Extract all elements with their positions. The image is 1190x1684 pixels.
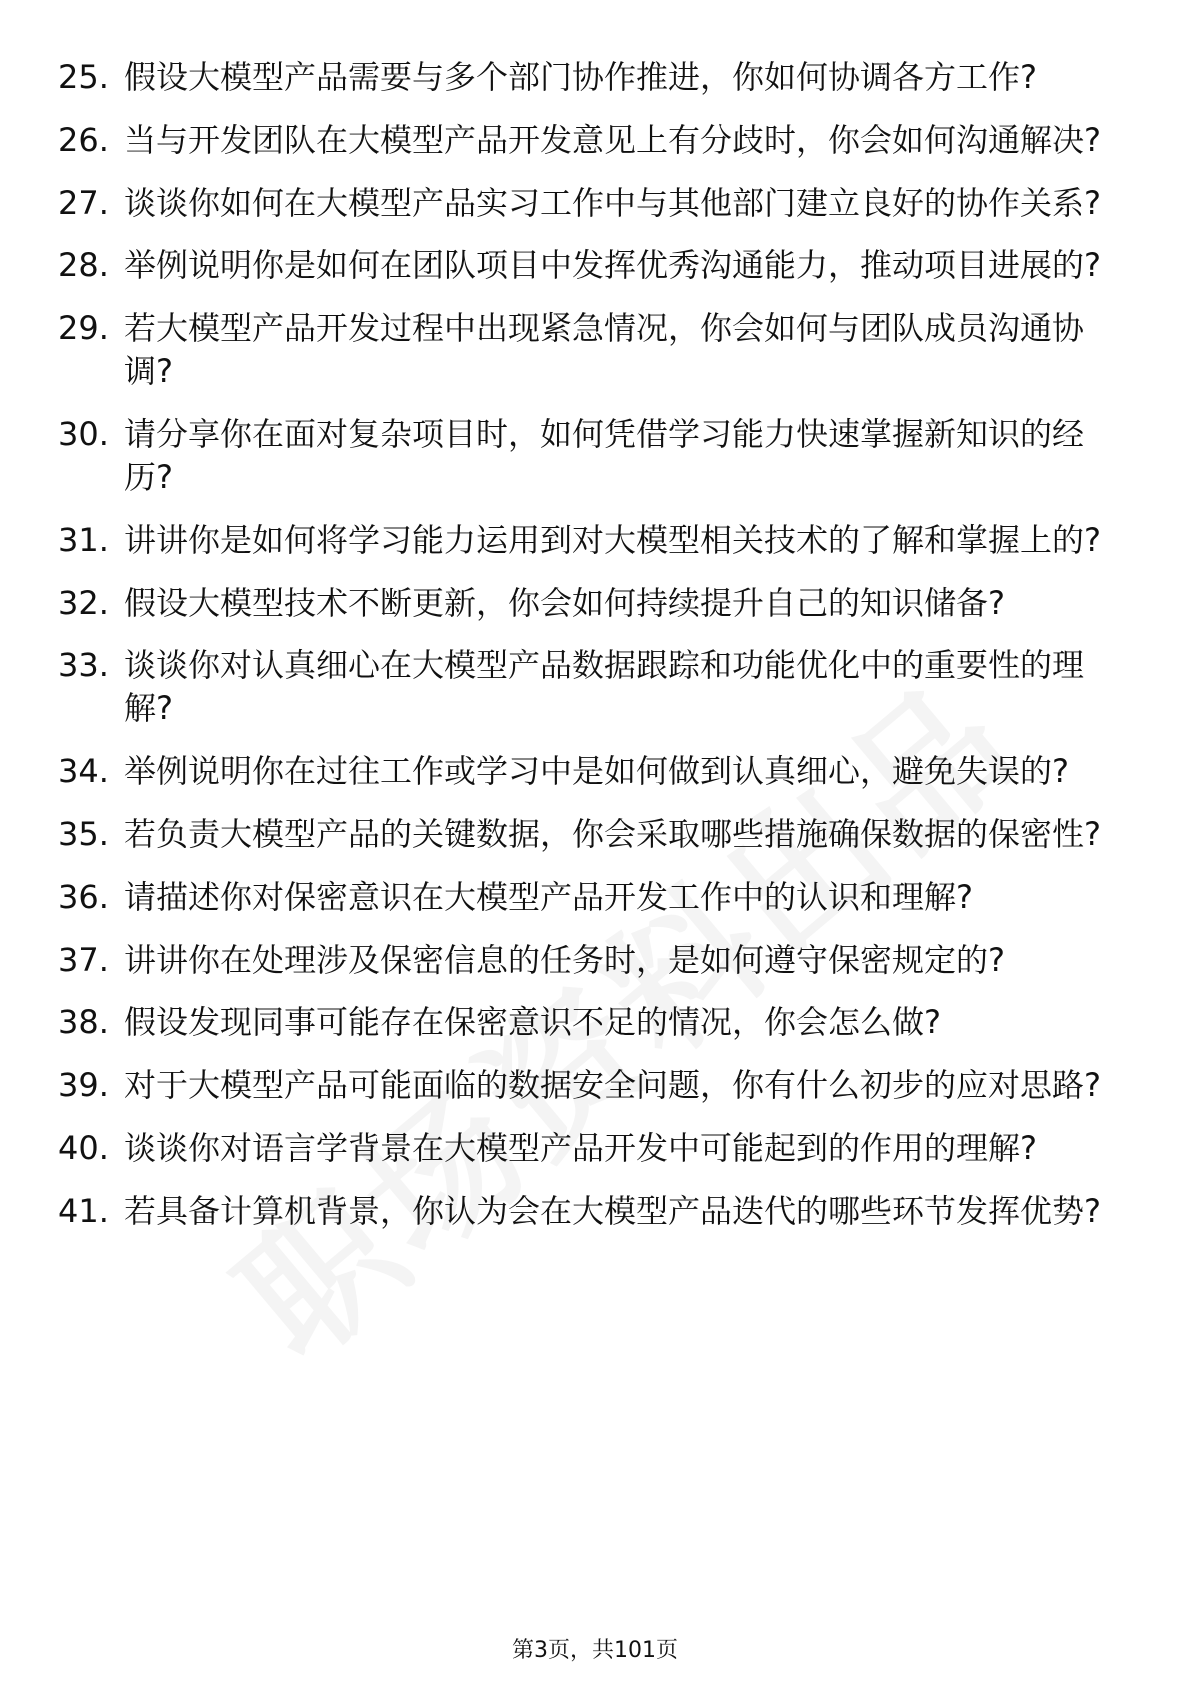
question-text: 对于大模型产品可能面临的数据安全问题，你有什么初步的应对思路? xyxy=(124,1066,1101,1105)
question-item xyxy=(58,1064,1118,1107)
question-item xyxy=(58,244,1118,287)
question-item xyxy=(58,413,1118,499)
question-text: 假设大模型技术不断更新，你会如何持续提升自己的知识储备? xyxy=(124,583,1005,622)
question-number: 34. xyxy=(58,752,109,791)
question-list xyxy=(58,56,1118,1253)
question-text: 假设大模型产品需要与多个部门协作推进，你如何协调各方工作? xyxy=(124,58,1037,96)
question-item xyxy=(58,750,1118,793)
question-number: 27. xyxy=(58,183,109,222)
question-text: 当与开发团队在大模型产品开发意见上有分歧时，你会如何沟通解决? xyxy=(124,120,1101,159)
question-text: 请分享你在面对复杂项目时，如何凭借学习能力快速掌握新知识的经历? xyxy=(124,414,1085,496)
question-item xyxy=(58,519,1118,562)
question-number: 26. xyxy=(58,120,109,159)
question-text: 请描述你对保密意识在大模型产品开发工作中的认识和理解? xyxy=(124,877,973,916)
question-text: 举例说明你是如何在团队项目中发挥优秀沟通能力，推动项目进展的? xyxy=(124,246,1101,285)
question-item xyxy=(58,119,1118,162)
question-text: 若具备计算机背景，你认为会在大模型产品迭代的哪些环节发挥优势? xyxy=(124,1191,1101,1230)
question-item xyxy=(58,182,1118,225)
question-number: 31. xyxy=(58,520,109,559)
question-text: 假设发现同事可能存在保密意识不足的情况，你会怎么做? xyxy=(124,1003,941,1042)
question-number: 41. xyxy=(58,1191,109,1230)
question-number: 38. xyxy=(58,1003,109,1042)
question-number: 39. xyxy=(58,1066,109,1105)
question-number: 30. xyxy=(58,414,109,453)
question-number: 29. xyxy=(58,309,109,348)
question-item xyxy=(58,876,1118,919)
question-item xyxy=(58,582,1118,625)
question-text: 若大模型产品开发过程中出现紧急情况，你会如何与团队成员沟通协调? xyxy=(124,309,1085,391)
question-number: 37. xyxy=(58,940,109,979)
question-number: 33. xyxy=(58,646,109,685)
question-item xyxy=(58,939,1118,982)
question-text: 若负责大模型产品的关键数据，你会采取哪些措施确保数据的保密性? xyxy=(124,814,1101,853)
question-number: 28. xyxy=(58,246,109,285)
question-text: 谈谈你对语言学背景在大模型产品开发中可能起到的作用的理解? xyxy=(124,1128,1037,1167)
question-text: 谈谈你如何在大模型产品实习工作中与其他部门建立良好的协作关系? xyxy=(124,183,1101,222)
question-text: 讲讲你在处理涉及保密信息的任务时，是如何遵守保密规定的? xyxy=(124,940,1005,979)
question-item xyxy=(58,56,1118,99)
question-number: 36. xyxy=(58,877,109,916)
question-number: 32. xyxy=(58,583,109,622)
question-text: 讲讲你是如何将学习能力运用到对大模型相关技术的了解和掌握上的? xyxy=(124,520,1101,559)
question-item xyxy=(58,1001,1118,1044)
page-footer: 第3页，共101页 xyxy=(512,1638,678,1663)
question-number: 25. xyxy=(58,58,109,96)
question-number: 40. xyxy=(58,1128,109,1167)
question-item xyxy=(58,307,1118,393)
question-item xyxy=(58,644,1118,730)
question-item xyxy=(58,813,1118,856)
question-text: 举例说明你在过往工作或学习中是如何做到认真细心，避免失误的? xyxy=(124,752,1069,791)
question-number: 35. xyxy=(58,814,109,853)
question-item xyxy=(58,1127,1118,1170)
question-item xyxy=(58,1190,1118,1233)
question-text: 谈谈你对认真细心在大模型产品数据跟踪和功能优化中的重要性的理解? xyxy=(124,646,1085,728)
